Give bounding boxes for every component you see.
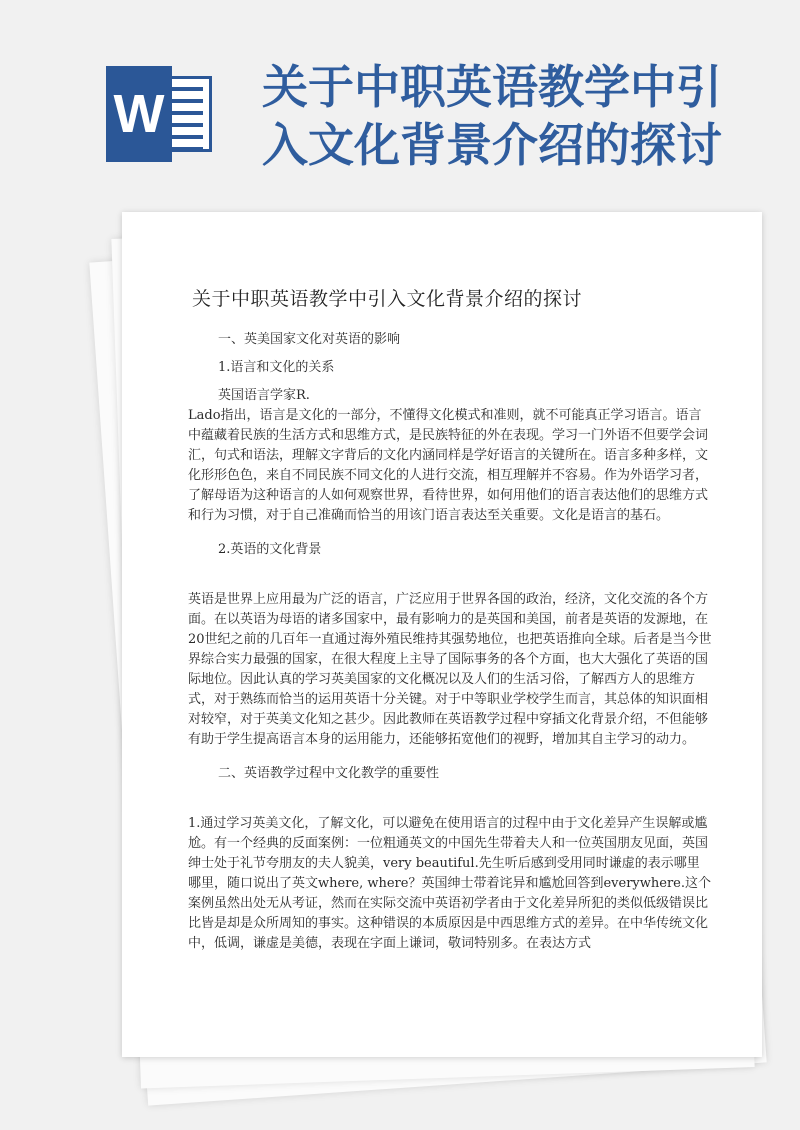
banner-header [0, 0, 800, 215]
section-heading: 一、英美国家文化对英语的影响 [218, 332, 401, 347]
word-document-icon [106, 66, 214, 162]
word-letter: W [106, 66, 172, 162]
subsection-heading: 1.语言和文化的关系 [218, 360, 335, 375]
banner-title-line2: 入文化背景介绍的探讨 [262, 118, 722, 172]
banner-title-line1: 关于中职英语教学中引 [262, 60, 722, 114]
banner-title [262, 58, 792, 174]
subsection-heading: 2.英语的文化背景 [218, 542, 322, 557]
document-body [188, 330, 712, 954]
paragraph: Lado指出，语言是文化的一部分，不懂得文化模式和准则，就不可能真正学习语言。语言中蕴藏着民族的生活方式和思维方式，是民族特征的外在表现。学习一门外语不但要学会词汇，句式和语法，理解文字背后的文化内涵同样是学好语言的关键所在。语言多种多样，文化形形色色，来自不同民族不同文化的人进行交流，相互理解并不容易。作为外语学习者，了解母语为这种语言的人如何观察世界，看待世界，如何用他们的语言表达他们的思维方式和行为习惯，对于自己准确而恰当的用该门语言表达至关重要。文化是语言的基石。 [188, 408, 709, 523]
section-heading: 二、英语教学过程中文化教学的重要性 [218, 766, 440, 781]
paragraph: 1.通过学习英美文化，了解文化，可以避免在使用语言的过程中由于文化差异产生误解或尴尬。有一个经典的反面案例：一位粗通英文的中国先生带着夫人和一位英国朋友见面，英国绅士处于礼节夸朋友的夫人貌美，very beautiful.先生听后感到受用同时谦虚的表示哪里哪里，随口说出了英文where, where？英国绅士带着诧异和尴尬回答到everywhere.这个案例虽然出处无从考证，然而在实际交流中英语初学者由于文化差异所犯的类似低级错误比比皆是却是众所周知的事实。这种错误的本质原因是中西思维方式的差异。在中华传统文化中，低调，谦虚是美德，表现在字面上谦词，敬词特别多。在表达方式 [188, 816, 711, 951]
document-title: 关于中职英语教学中引入文化背景介绍的探讨 [192, 288, 583, 310]
document-page [122, 212, 762, 1057]
paragraph-lead: 英国语言学家R. [218, 388, 310, 403]
paragraph: 英语是世界上应用最为广泛的语言，广泛应用于世界各国的政治，经济，文化交流的各个方面。在以英语为母语的诸多国家中，最有影响力的是英国和美国，前者是英语的发源地，在20世纪之前的几百年一直通过海外殖民维持其强势地位，也把英语推向全球。后者是当今世界综合实力最强的国家，在很大程度上主导了国际事务的各个方面，也大大强化了英语的国际地位。因此认真的学习英美国家的文化概况以及人们的生活习俗，了解西方人的思维方式，对于熟练而恰当的运用英语十分关键。对于中等职业学校学生而言，其总体的知识面相对较窄，对于英美文化知之甚少。因此教师在英语教学过程中穿插文化背景介绍，不但能够有助于学生提高语言本身的运用能力，还能够拓宽他们的视野，增加其自主学习的动力。 [188, 592, 712, 747]
